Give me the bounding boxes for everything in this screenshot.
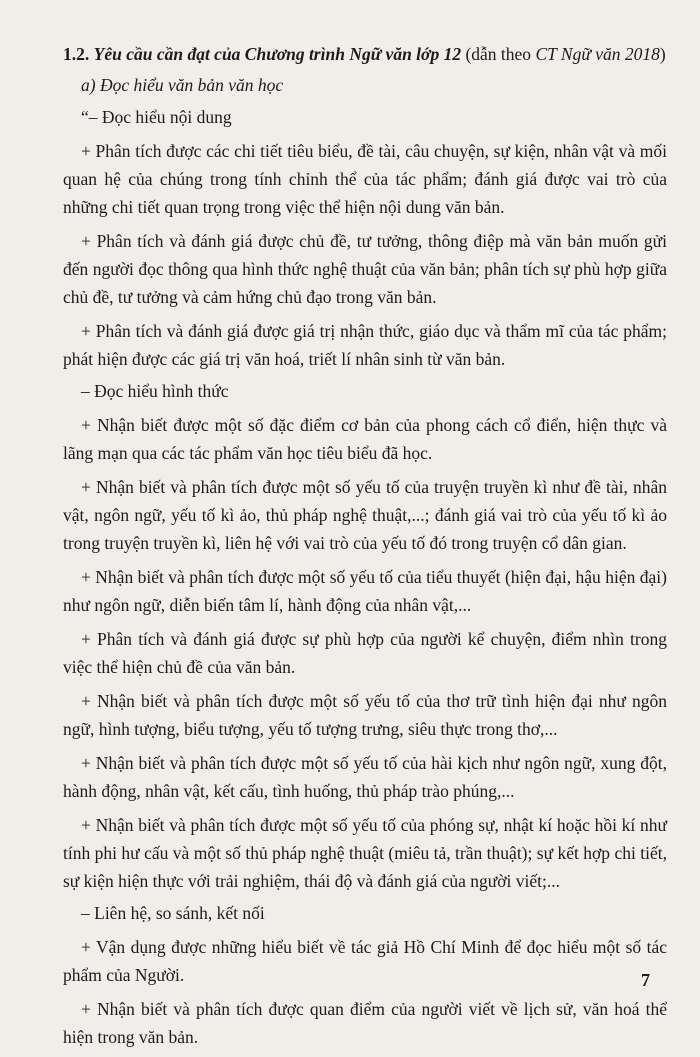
subheading: a) Đọc hiểu văn bản văn học (81, 75, 284, 95)
page-number: 7 (641, 970, 650, 990)
list-item: + Phân tích và đánh giá được giá trị nhận thức, giáo dục và thẩm mĩ của tác phẩm; phát hiện được các giá trị văn hoá, triết lí nhân sinh từ văn bản. (63, 321, 667, 369)
paren-close: ) (659, 44, 666, 64)
list-item: + Phân tích được các chi tiết tiêu biểu, đề tài, câu chuyện, sự kiện, nhân vật và mối quan hệ của chúng trong tính chỉnh thể của tác phẩm; đánh giá được vai trò của những chi tiết quan trọng trong việc thể hiện nội dung văn bản. (63, 141, 667, 217)
list-item: + Nhận biết được một số đặc điểm cơ bản của phong cách cổ điển, hiện thực và lãng mạn qua các tác phẩm văn học tiêu biểu đã học. (63, 415, 667, 463)
list-item: + Nhận biết và phân tích được một số yếu tố của thơ trữ tình hiện đại như ngôn ngữ, hình tượng, biểu tượng, yếu tố tượng trưng, siêu thực trong thơ,... (63, 691, 667, 739)
list-item: + Phân tích và đánh giá được sự phù hợp của người kể chuyện, điểm nhìn trong việc thể hiện chủ đề của văn bản. (63, 629, 667, 677)
text-body (63, 42, 667, 1057)
list-item: + Nhận biết và phân tích được một số yếu tố của truyện truyền kì như đề tài, nhân vật, ngôn ngữ, yếu tố kì ảo, thủ pháp nghệ thuật,...; đánh giá vai trò của yếu tố kì ảo trong truyện truyền kì, liên hệ với vai trò của yếu tố đó trong truyện cổ dân gian. (63, 477, 667, 553)
list-item: – Đọc hiểu hình thức (81, 381, 229, 401)
section-heading (63, 42, 667, 66)
list-item: + Nhận biết và phân tích được một số yếu tố của phóng sự, nhật kí hoặc hồi kí như tính phi hư cấu và một số thủ pháp nghệ thuật (miêu tả, trần thuật); sự kết hợp chi tiết, sự kiện hiện thực với trải nghiệm, thái độ và đánh giá của người viết;... (63, 815, 667, 891)
list-item: – Liên hệ, so sánh, kết nối (81, 903, 265, 923)
source-name: CT Ngữ văn 2018 (535, 44, 660, 64)
section-title: Yêu cầu cần đạt của Chương trình Ngữ văn lớp 12 (93, 44, 462, 64)
paren-open: (dẫn theo (461, 44, 536, 64)
list-item: + Nhận biết và phân tích được một số yếu tố của hài kịch như ngôn ngữ, xung đột, hành động, nhân vật, kết cấu, tình huống, thủ pháp trào phúng,... (63, 753, 667, 801)
list-item: + Nhận biết và phân tích được quan điểm của người viết về lịch sử, văn hoá thể hiện trong văn bản. (63, 999, 667, 1047)
section-number: 1.2. (63, 44, 90, 64)
list-item: + Nhận biết và phân tích được một số yếu tố của tiểu thuyết (hiện đại, hậu hiện đại) như ngôn ngữ, diễn biến tâm lí, hành động của nhân vật,... (63, 567, 667, 615)
list-item: “– Đọc hiểu nội dung (81, 107, 232, 127)
list-item: + Phân tích và đánh giá được chủ đề, tư tưởng, thông điệp mà văn bản muốn gửi đến người đọc thông qua hình thức nghệ thuật của văn bản; phân tích sự phù hợp giữa chủ đề, tư tưởng và cảm hứng chủ đạo trong văn bản. (63, 231, 667, 307)
list-item: + Vận dụng được những hiểu biết về tác giả Hồ Chí Minh để đọc hiểu một số tác phẩm của Người. (63, 937, 667, 985)
